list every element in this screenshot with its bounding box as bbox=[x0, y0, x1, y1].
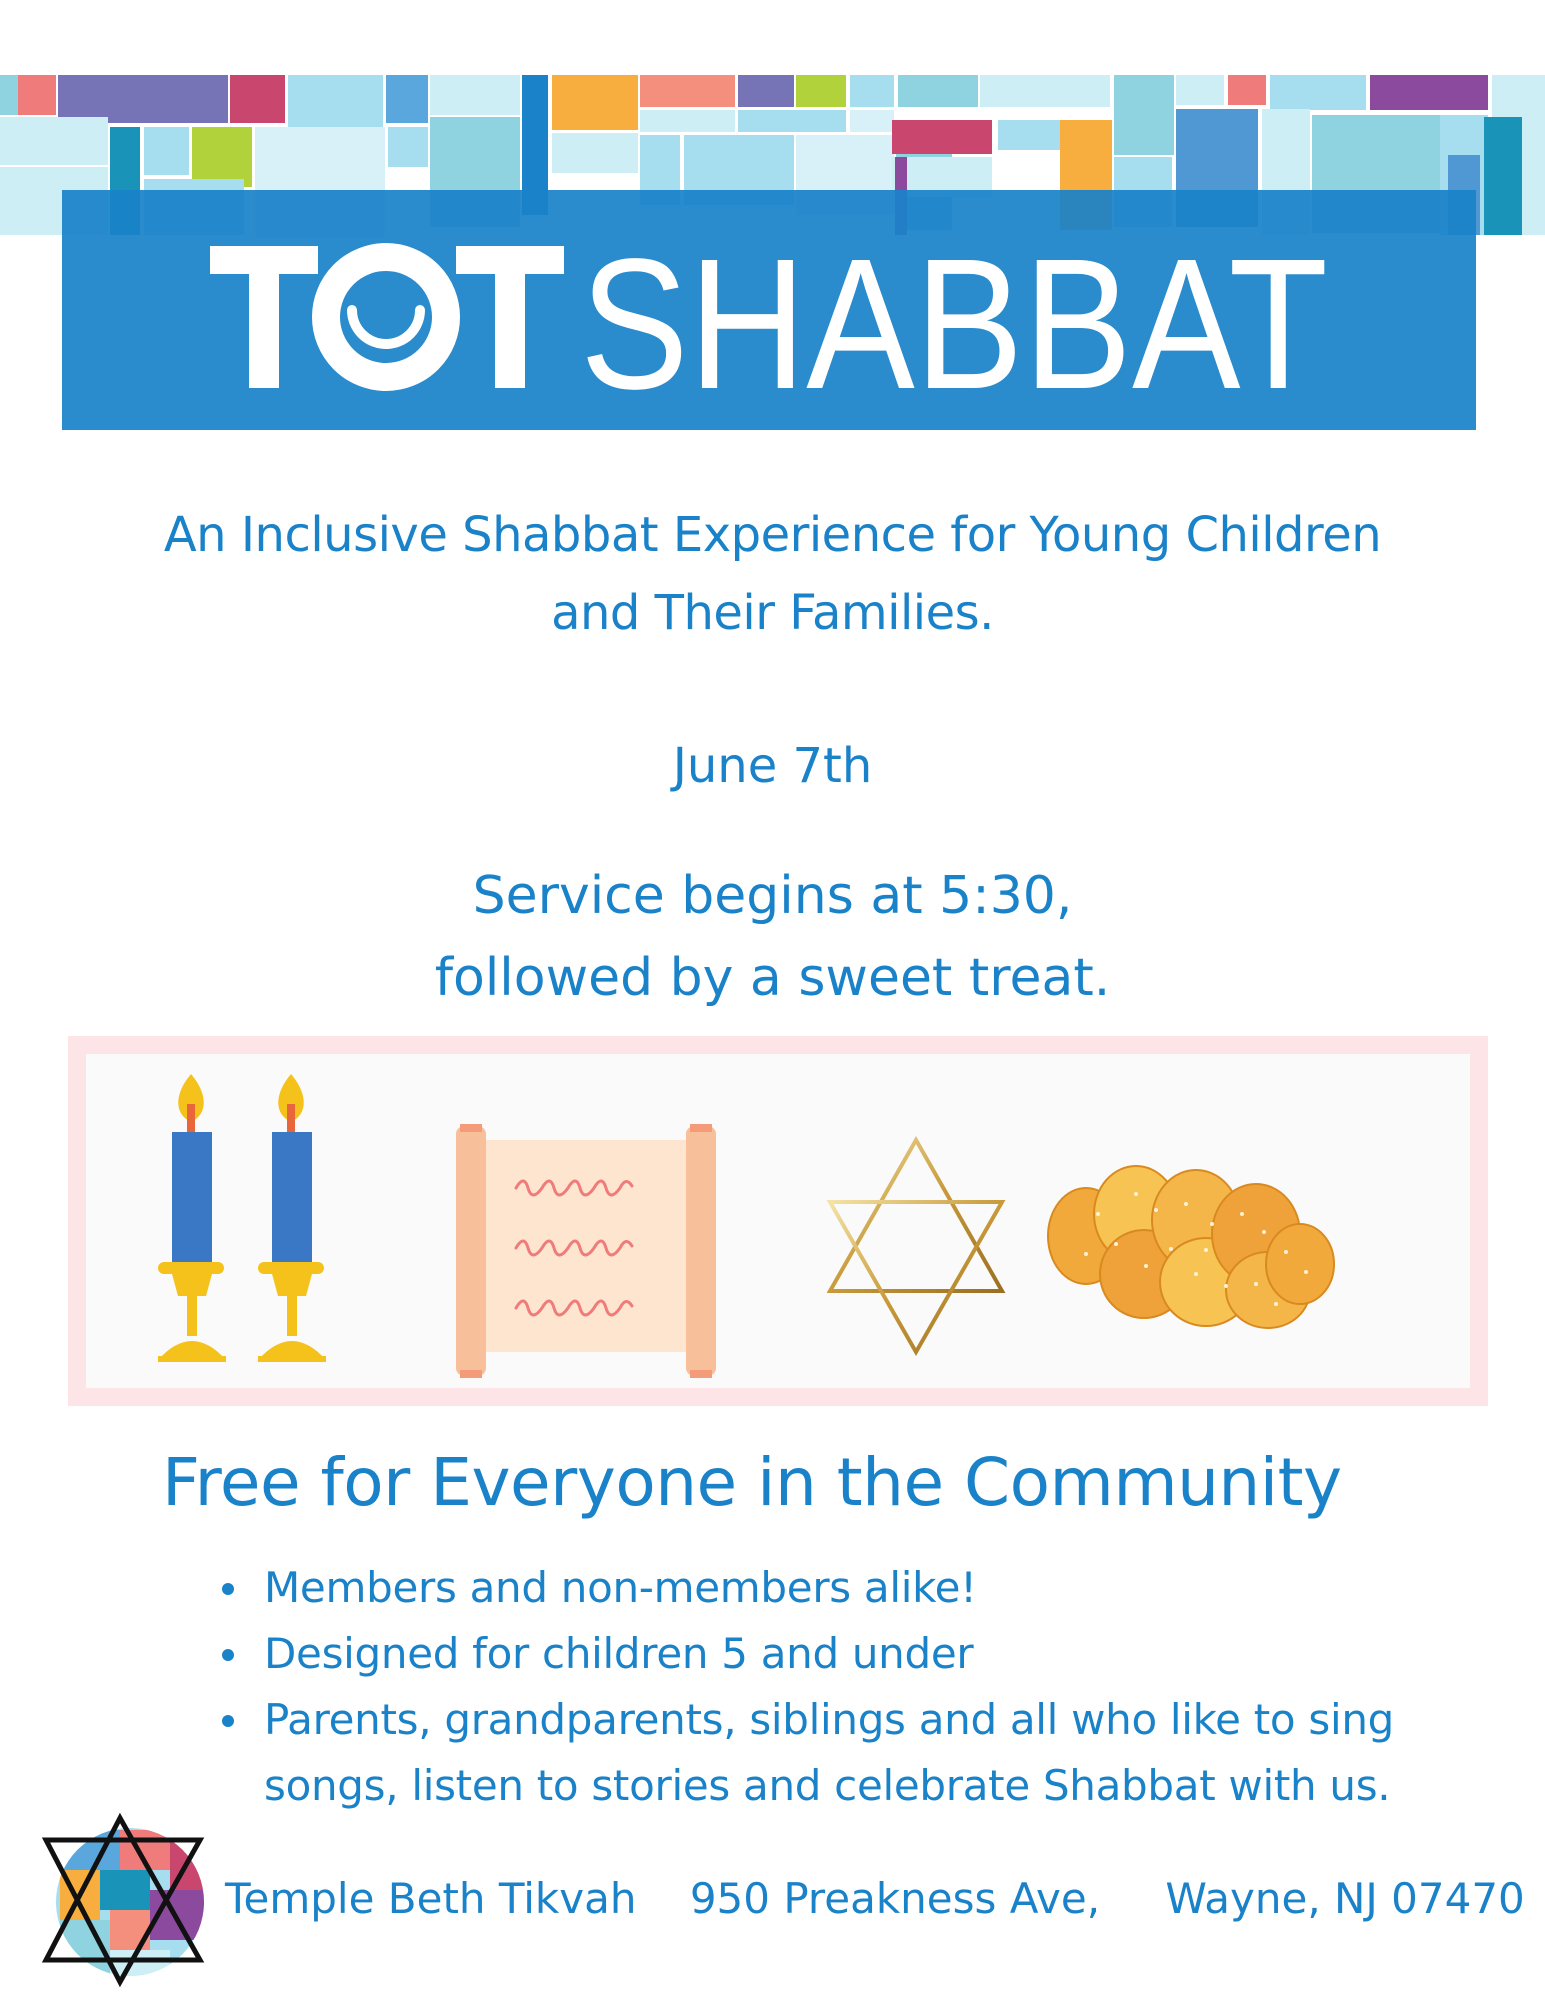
candles-icon bbox=[156, 1074, 356, 1374]
temple-name: Temple Beth Tikvah bbox=[225, 1874, 637, 1923]
city-state-zip: Wayne, NJ 07470 bbox=[1165, 1874, 1525, 1923]
intro-line-2: and Their Families. bbox=[551, 585, 994, 641]
list-item: Members and non-members alike! bbox=[222, 1555, 1422, 1621]
event-date: June 7th bbox=[672, 738, 873, 794]
intro-text bbox=[0, 496, 1545, 652]
smiley-logo-icon bbox=[326, 257, 446, 377]
icon-strip bbox=[68, 1036, 1488, 1406]
temple-logo-icon bbox=[40, 1810, 210, 1990]
challah-icon bbox=[1046, 1154, 1336, 1334]
page-title bbox=[200, 221, 1340, 428]
list-item: Designed for children 5 and under bbox=[222, 1621, 1422, 1687]
service-line-2: followed by a sweet treat. bbox=[434, 948, 1111, 1008]
street-address: 950 Preakness Ave, bbox=[689, 1874, 1101, 1923]
service-info bbox=[0, 855, 1545, 1019]
star-of-david-icon bbox=[826, 1136, 1006, 1356]
free-heading: Free for Everyone in the Community bbox=[162, 1444, 1342, 1521]
footer-address bbox=[225, 1874, 1525, 1923]
list-item: Parents, grandparents, siblings and all who like to sing songs, listen to stories and celebrate Shabbat with us. bbox=[222, 1687, 1422, 1819]
feature-list bbox=[222, 1555, 1422, 1819]
service-line-1: Service begins at 5:30, bbox=[472, 866, 1073, 926]
intro-line-1: An Inclusive Shabbat Experience for Young Children bbox=[163, 507, 1382, 563]
torah-scroll-icon bbox=[456, 1126, 716, 1376]
title-light-text: SHABBAT bbox=[580, 221, 1328, 428]
icon-strip-inner bbox=[86, 1054, 1470, 1388]
